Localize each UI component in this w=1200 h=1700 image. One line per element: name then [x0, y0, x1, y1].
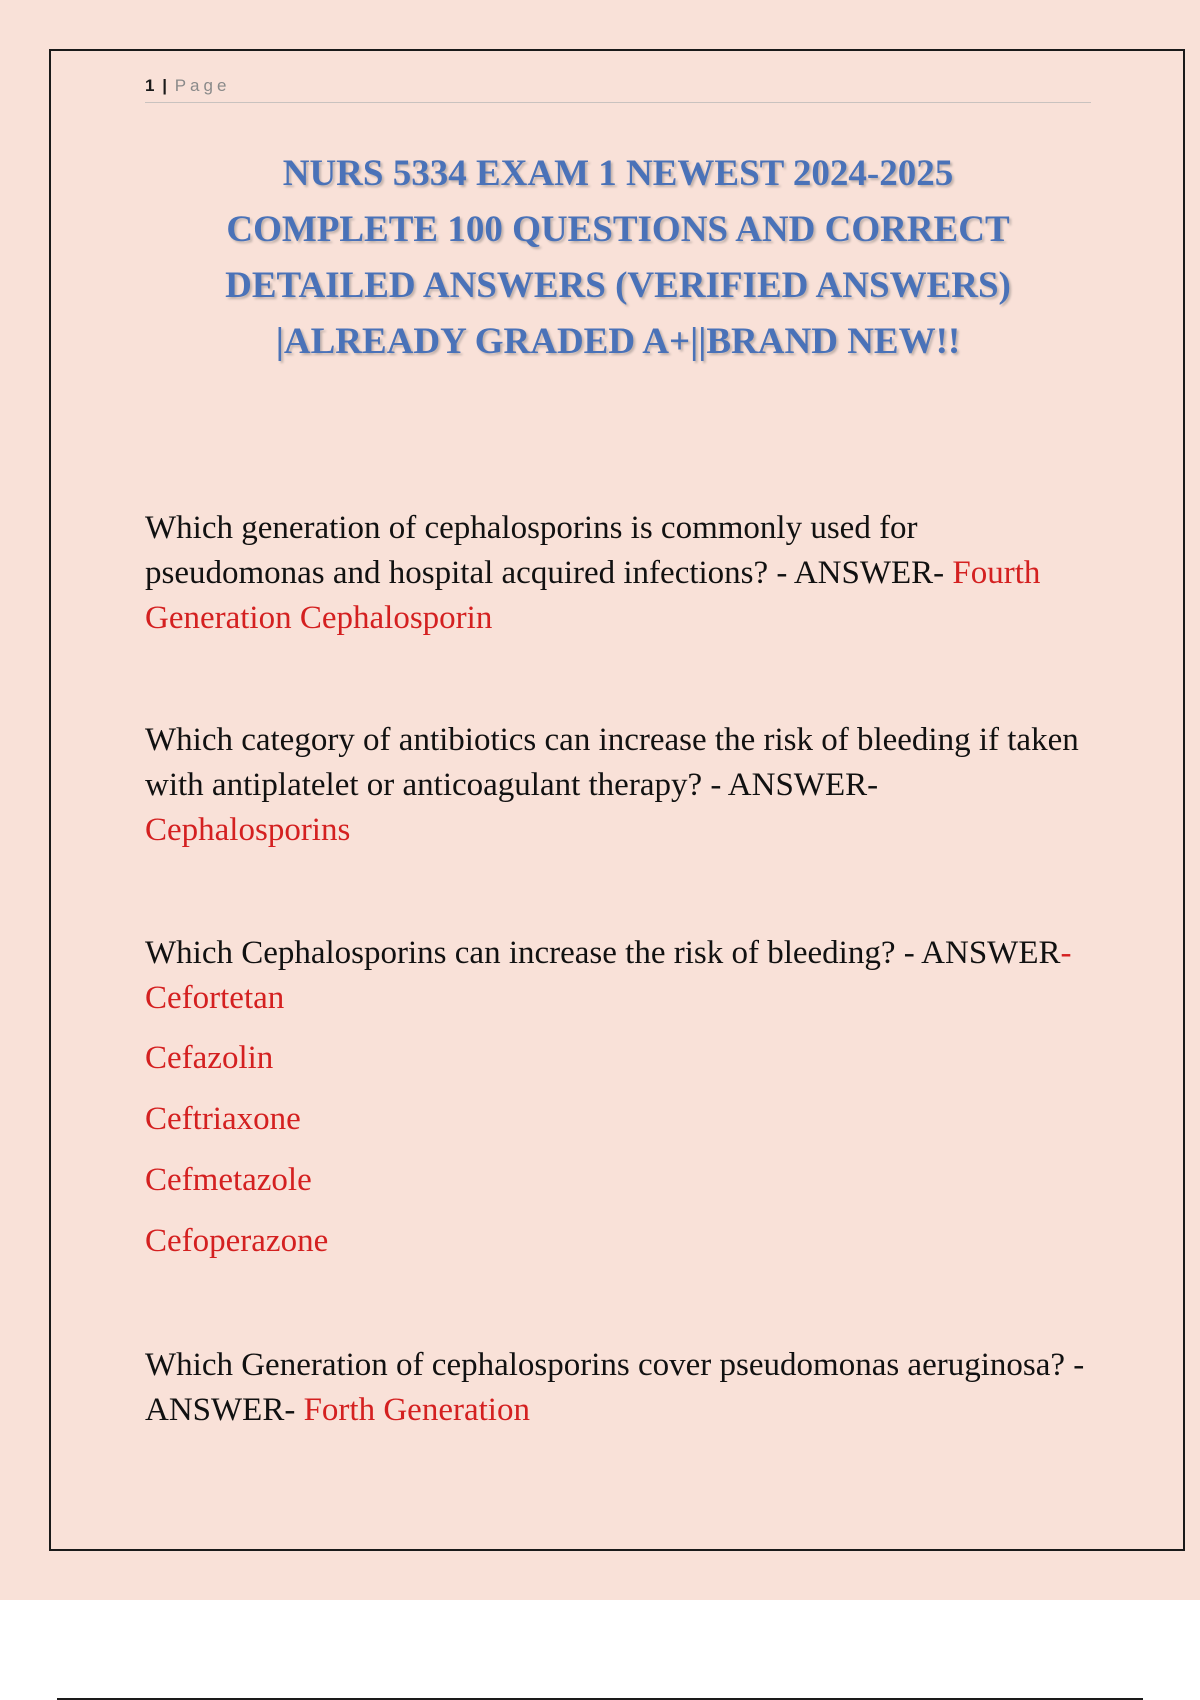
answer-text: Cephalosporins	[145, 812, 351, 848]
title-line: DETAILED ANSWERS (VERIFIED ANSWERS)	[225, 265, 1011, 306]
answer-list-item: Cefazolin	[145, 1040, 274, 1076]
title-line: NURS 5334 EXAM 1 NEWEST 2024-2025	[282, 153, 954, 194]
page-label: Page	[174, 76, 231, 95]
page-header	[145, 74, 1091, 103]
title-line: COMPLETE 100 QUESTIONS AND CORRECT	[226, 209, 1010, 250]
page-number: 1	[145, 76, 155, 95]
document-title	[145, 146, 1091, 370]
question-text: Which Cephalosporins can increase the risk of bleeding? - ANSWER	[145, 935, 1061, 971]
question-item	[145, 1343, 1091, 1433]
question-text: Which category of antibiotics can increase the risk of bleeding if taken with antiplatelet or anticoagulant therapy? - ANSWER-	[145, 722, 1079, 803]
question-item	[145, 718, 1091, 853]
answer-text: Forth Generation	[303, 1392, 530, 1428]
title-line: |ALREADY GRADED A+||BRAND NEW!!	[275, 321, 961, 362]
question-text: Which Generation of cephalosporins cover pseudomonas aeruginosa? - ANSWER-	[145, 1347, 1085, 1428]
answer-text: Fourth Generation Cephalosporin	[145, 555, 1041, 636]
question-text: Which generation of cephalosporins is commonly used for pseudomonas and hospital acquired infections? - ANSWER-	[145, 510, 945, 591]
answer-text: - Cefortetan	[145, 935, 1072, 1016]
answer-list-item: Ceftriaxone	[145, 1101, 301, 1137]
question-item	[145, 931, 1091, 1021]
answer-list-item: Cefoperazone	[145, 1223, 329, 1259]
answer-list-item: Cefmetazole	[145, 1162, 312, 1198]
header-separator: |	[162, 76, 167, 95]
question-item	[145, 506, 1091, 641]
